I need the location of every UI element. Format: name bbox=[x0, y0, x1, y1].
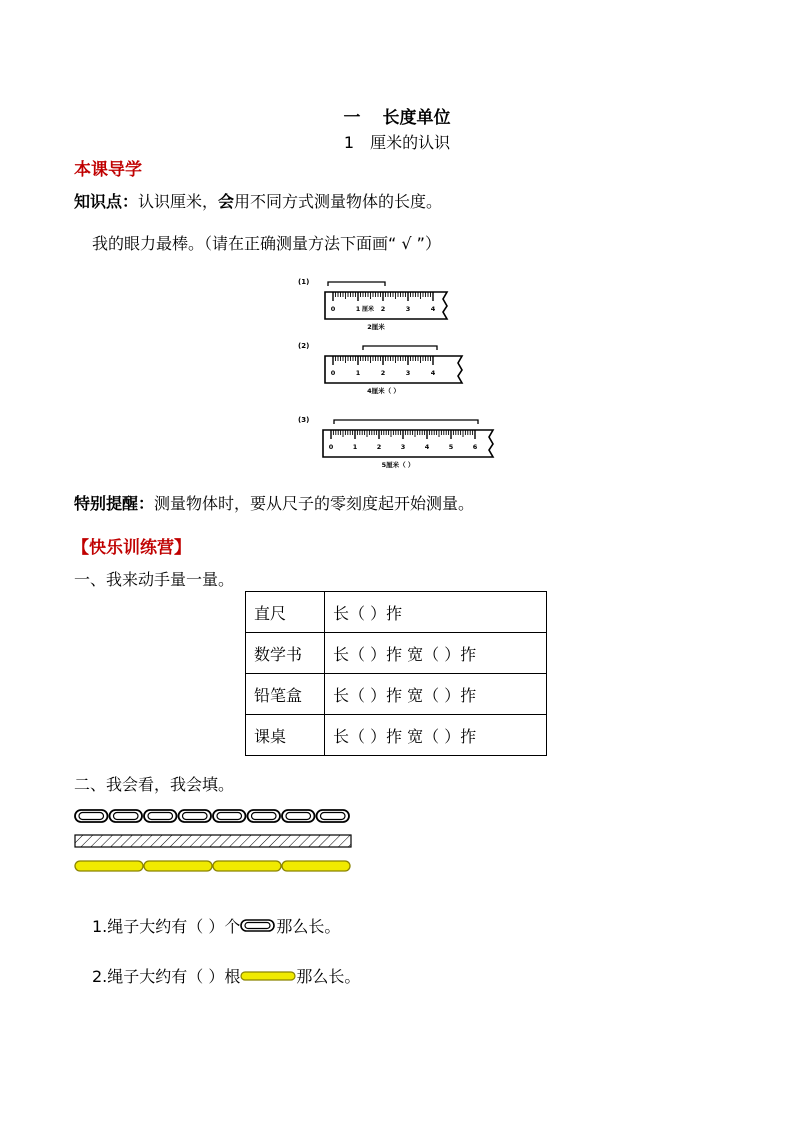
knowledge-point bbox=[74, 189, 442, 212]
q2-2-prefix: 2.绳子大约有（ ）根 bbox=[92, 967, 241, 986]
special-tip bbox=[74, 491, 474, 514]
ruler-tick-label: 2 bbox=[380, 369, 386, 377]
ruler-tick-label: 1 bbox=[355, 305, 361, 313]
guide-heading: 本课导学 bbox=[74, 160, 142, 180]
ruler-caption: 5厘米（ ） bbox=[381, 461, 415, 469]
ruler-tick-label: 0 bbox=[330, 305, 336, 313]
table-cell-measure[interactable]: 长（ ）拃 宽（ ）拃 bbox=[325, 674, 547, 715]
paper-clip-icon bbox=[179, 810, 212, 822]
exercise-instruction: 我的眼力最棒。（请在正确测量方法下面画“ √ ”） bbox=[92, 234, 441, 253]
paper-clip-icon bbox=[248, 810, 281, 822]
measure-table bbox=[245, 591, 547, 756]
camp-heading: 【快乐训练营】 bbox=[72, 538, 191, 558]
paper-clip-icon bbox=[213, 810, 246, 822]
ruler-caption: 2厘米 bbox=[367, 323, 385, 331]
ruler-tick-label: 2 bbox=[380, 305, 386, 313]
ruler-tick-label: 3 bbox=[405, 369, 411, 377]
table-row bbox=[246, 633, 547, 674]
ruler-number: (2) bbox=[298, 342, 310, 350]
tip-text: 测量物体时，要从尺子的零刻度起开始测量。 bbox=[154, 494, 475, 513]
yellow-stick-icon bbox=[282, 861, 350, 871]
paper-clip-icon bbox=[75, 810, 108, 822]
lesson-number: 1 bbox=[343, 133, 355, 152]
question-2-2 bbox=[92, 964, 360, 986]
ruler-tick-label: 3 bbox=[405, 305, 411, 313]
ruler-figure bbox=[290, 272, 510, 472]
ruler-2 bbox=[298, 342, 462, 395]
yellow-stick-icon bbox=[75, 861, 143, 871]
knowledge-label: 知识点： bbox=[74, 192, 139, 211]
ruler-number: (1) bbox=[298, 278, 310, 286]
table-cell-object: 课桌 bbox=[246, 715, 325, 756]
length-comparison-figure bbox=[72, 806, 362, 876]
table-cell-object: 铅笔盒 bbox=[246, 674, 325, 715]
ruler-tick-label: 0 bbox=[328, 443, 334, 451]
ruler-tick-label: 4 bbox=[430, 369, 436, 377]
table-cell-measure[interactable]: 长（ ）拃 宽（ ）拃 bbox=[325, 715, 547, 756]
tip-label: 特别提醒： bbox=[74, 494, 155, 513]
yellow-stick-row bbox=[75, 861, 350, 871]
paper-clip-icon bbox=[144, 810, 177, 822]
table-cell-measure[interactable]: 长（ ）拃 bbox=[325, 592, 547, 633]
measured-bar bbox=[334, 420, 478, 424]
table-cell-object: 直尺 bbox=[246, 592, 325, 633]
paper-clip-icon bbox=[282, 810, 315, 822]
lesson-title-text: 厘米的认识 bbox=[370, 133, 451, 152]
table-cell-object: 数学书 bbox=[246, 633, 325, 674]
table-row bbox=[246, 674, 547, 715]
table-row bbox=[246, 592, 547, 633]
knowledge-bold: 会 bbox=[218, 192, 235, 211]
ruler-tick-label: 4 bbox=[424, 443, 430, 451]
yellow-stick-icon bbox=[144, 861, 212, 871]
ruler-tick-label: 5 bbox=[448, 443, 454, 451]
ruler-tick-label: 0 bbox=[330, 369, 336, 377]
yellow-stick-icon bbox=[240, 970, 296, 982]
ruler-1 bbox=[298, 278, 447, 331]
paper-clip-row bbox=[75, 810, 349, 822]
ruler-tick-label: 6 bbox=[472, 443, 478, 451]
ruler-tick-label: 3 bbox=[400, 443, 406, 451]
ruler-tick-label: 2 bbox=[376, 443, 382, 451]
question-2-1 bbox=[92, 914, 340, 936]
paper-clip-icon bbox=[110, 810, 143, 822]
lesson-title bbox=[0, 130, 794, 153]
ruler-illustration-group bbox=[298, 278, 493, 469]
ruler-tick-label: 4 bbox=[430, 305, 436, 313]
ruler-unit-label: 厘米 bbox=[361, 306, 375, 313]
q2-title: 二、我会看，我会填。 bbox=[74, 775, 235, 794]
q2-1-prefix: 1.绳子大约有（ ）个 bbox=[92, 917, 241, 936]
table-cell-measure[interactable]: 长（ ）拃 宽（ ）拃 bbox=[325, 633, 547, 674]
knowledge-text-1: 认识厘米， bbox=[138, 192, 219, 211]
q1-title: 一、我来动手量一量。 bbox=[74, 570, 235, 589]
unit-title bbox=[0, 103, 794, 128]
yellow-stick-icon bbox=[213, 861, 281, 871]
ruler-tick-label: 1 bbox=[352, 443, 358, 451]
unit-title-text: 长度单位 bbox=[382, 108, 451, 128]
rope-bar bbox=[75, 835, 351, 847]
ruler-tick-label: 1 bbox=[355, 369, 361, 377]
ruler-number: (3) bbox=[298, 416, 310, 424]
paper-clip-icon bbox=[240, 919, 276, 933]
knowledge-text-2: 用不同方式测量物体的长度。 bbox=[234, 192, 443, 211]
ruler-caption: 4厘米（ ） bbox=[367, 387, 400, 395]
measured-bar bbox=[328, 282, 385, 286]
unit-number: 一 bbox=[343, 108, 361, 128]
q2-1-suffix: 那么长。 bbox=[276, 917, 341, 936]
rope bbox=[75, 835, 351, 847]
measured-bar bbox=[363, 346, 437, 350]
paper-clip-icon bbox=[317, 810, 350, 822]
table-row bbox=[246, 715, 547, 756]
ruler-3 bbox=[298, 416, 493, 469]
q2-2-suffix: 那么长。 bbox=[296, 967, 361, 986]
